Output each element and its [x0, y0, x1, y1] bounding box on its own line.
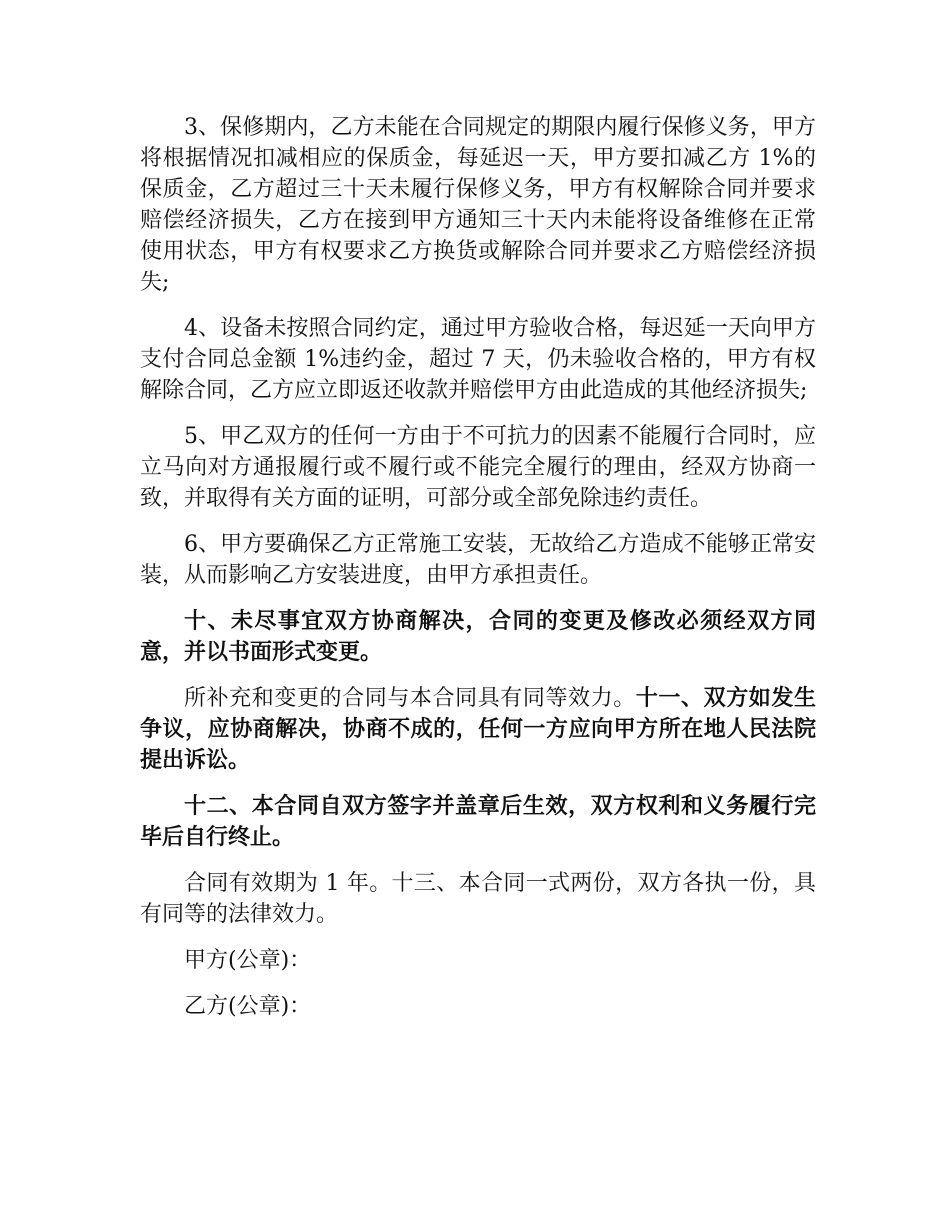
party-b-label: 乙方(公章)：	[184, 994, 312, 1019]
section-11-heading-text: 十一、双方如发生争议，应协商解决，协商不成的，任何一方应向甲方所在地人民法院提出诉讼。	[140, 685, 816, 773]
section-heading-text: 十、未尽事宜双方协商解决，合同的变更及修改必须经双方同意，并以书面形式变更。	[140, 608, 816, 665]
section-10-heading	[140, 606, 816, 668]
clause-text: 5、甲乙双方的任何一方由于不可抗力的因素不能履行合同时，应立马向对方通报履行或不履行或不能完全履行的理由，经双方协商一致，并取得有关方面的证明，可部分或全部免除违约责任。	[140, 424, 816, 511]
clause-6-installation	[140, 529, 816, 591]
clause-text: 合同有效期为 1 年。十三、本合同一式两份，双方各执一份，具有同等的法律效力。	[140, 871, 816, 927]
document-body	[140, 112, 816, 1037]
section-11-paragraph	[140, 683, 816, 776]
clause-text: 4、设备未按照合同约定，通过甲方验收合格，每迟延一天向甲方支付合同总金额 1%违约金，超过 7 天，仍未验收合格的，甲方有权解除合同，乙方应立即返还收款并赔偿甲方由此造成的其他经济损失;	[140, 316, 816, 403]
clause-text: 6、甲方要确保乙方正常施工安装，无故给乙方造成不能够正常安装，从而影响乙方安装进度，由甲方承担责任。	[140, 532, 816, 588]
clause-text: 3、保修期内，乙方未能在合同规定的期限内履行保修义务，甲方将根据情况扣减相应的保质金，每延迟一天，甲方要扣减乙方 1%的保质金，乙方超过三十天未履行保修义务，甲方有权解除合同并要求赔偿经济损失，乙方在接到甲方通知三十天内未能将设备维修在正常使用状态，甲方有权要求乙方换货或解除合同并要求乙方赔偿经济损失;	[140, 115, 816, 295]
clause-3-warranty	[140, 112, 816, 298]
section-heading-text: 十二、本合同自双方签字并盖章后生效，双方权利和义务履行完毕后自行终止。	[140, 793, 816, 850]
party-a-seal-line	[140, 945, 816, 976]
party-b-seal-line	[140, 991, 816, 1022]
clause-text: 所补充和变更的合同与本合同具有同等效力。	[184, 686, 636, 711]
clause-5-force-majeure	[140, 421, 816, 514]
section-13-paragraph	[140, 868, 816, 930]
party-a-label: 甲方(公章)：	[184, 948, 312, 973]
section-12-heading	[140, 791, 816, 853]
clause-4-acceptance	[140, 313, 816, 406]
